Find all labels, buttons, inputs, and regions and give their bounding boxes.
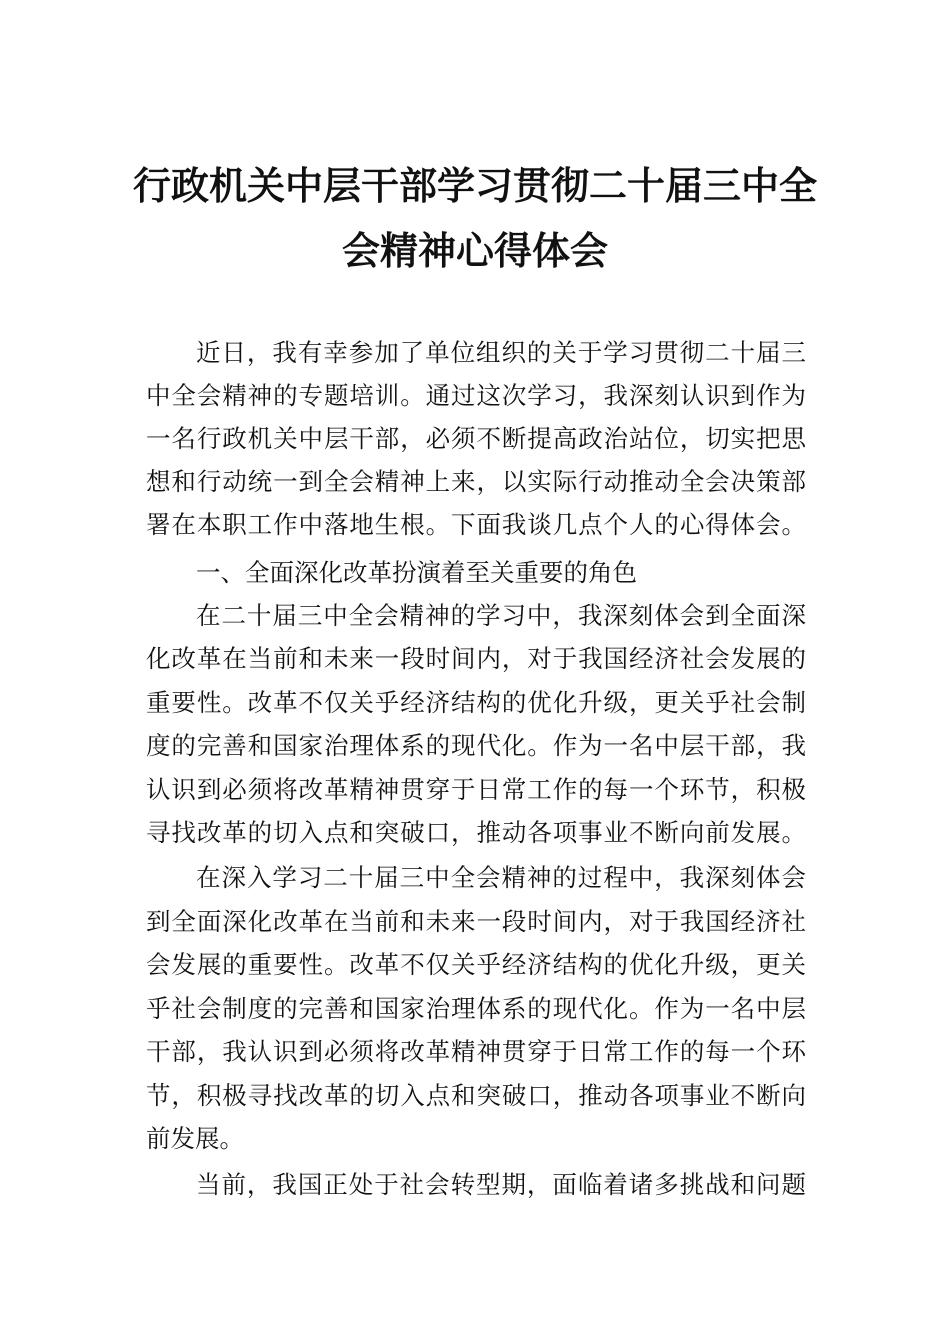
paragraph-line: 化改革在当前和未来一段时间内，对于我国经济社会发展的	[146, 644, 806, 673]
document-title-line-1: 行政机关中层干部学习贯彻二十届三中全	[132, 164, 817, 208]
paragraph-line: 当前，我国正处于社会转型期，面临着诸多挑战和问题	[196, 1170, 806, 1199]
paragraph-line: 到全面深化改革在当前和未来一段时间内，对于我国经济社	[146, 907, 806, 936]
paragraph-line: 会发展的重要性。改革不仅关乎经济结构的优化升级，更关	[146, 950, 806, 979]
paragraph-line: 重要性。改革不仅关乎经济结构的优化升级，更关乎社会制	[146, 688, 806, 717]
paragraph-line: 在深入学习二十届三中全会精神的过程中，我深刻体会	[196, 863, 806, 892]
paragraph-line: 干部，我认识到必须将改革精神贯穿于日常工作的每一个环	[146, 1037, 806, 1066]
paragraph-line: 署在本职工作中落地生根。下面我谈几点个人的心得体会。	[146, 510, 806, 539]
paragraph-line: 一名行政机关中层干部，必须不断提高政治站位，切实把思	[146, 424, 806, 453]
paragraph-line: 想和行动统一到全会精神上来，以实际行动推动全会决策部	[146, 467, 806, 496]
paragraph-line: 认识到必须将改革精神贯穿于日常工作的每一个环节，积极	[146, 775, 806, 804]
paragraph-line: 近日，我有幸参加了单位组织的关于学习贯彻二十届三	[196, 338, 806, 367]
paragraph-line: 寻找改革的切入点和突破口，推动各项事业不断向前发展。	[146, 818, 806, 847]
document-title-line-2: 会精神心得体会	[341, 229, 608, 273]
paragraph-line: 中全会精神的专题培训。通过这次学习，我深刻认识到作为	[146, 381, 806, 410]
paragraph-line: 乎社会制度的完善和国家治理体系的现代化。作为一名中层	[146, 994, 806, 1023]
section-heading: 一、全面深化改革扮演着至关重要的角色	[196, 558, 637, 587]
paragraph-line: 节，积极寻找改革的切入点和突破口，推动各项事业不断向	[146, 1081, 806, 1110]
paragraph-line: 前发展。	[146, 1124, 244, 1153]
paragraph-line: 度的完善和国家治理体系的现代化。作为一名中层干部，我	[146, 731, 806, 760]
paragraph-line: 在二十届三中全会精神的学习中，我深刻体会到全面深	[196, 601, 806, 630]
